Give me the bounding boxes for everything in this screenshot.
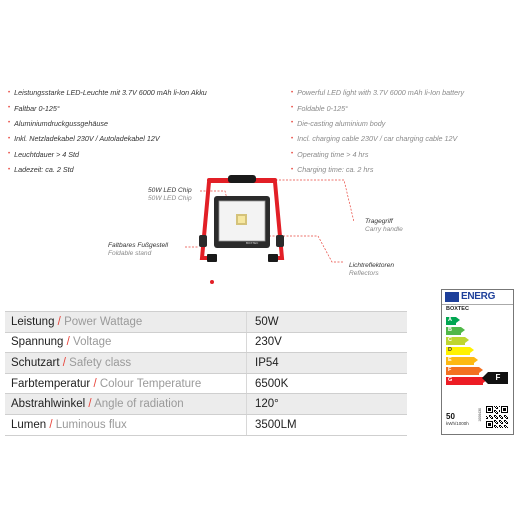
- spec-value: 3500LM: [247, 414, 408, 435]
- feature-item: • Foldable 0-125°: [291, 103, 348, 113]
- energy-class-bar: A: [446, 317, 456, 325]
- spec-row: [5, 312, 407, 333]
- feature-item: • Leistungsstarke LED-Leuchte mit 3.7V 6000 mAh li-Ion Akku: [8, 88, 207, 98]
- spec-label: Farbtemperatur / Colour Temperature: [5, 373, 247, 394]
- feature-item: • Die-casting aluminium body: [291, 118, 386, 128]
- bullet-icon: •: [8, 89, 11, 96]
- energy-label-header: [442, 290, 513, 305]
- energy-class-bar: C: [446, 337, 465, 345]
- energy-label: [441, 289, 514, 435]
- bullet-icon: •: [291, 89, 294, 96]
- feature-item: • Ladezeit: ca. 2 Std: [8, 165, 74, 175]
- feature-item: • Powerful LED light with 3.7V 6000 mAh li-Ion battery: [291, 88, 465, 98]
- bullet-icon: •: [8, 151, 11, 158]
- callout-carry-handle: Tragegriff Carry handle: [365, 218, 403, 233]
- feature-item: • Leuchtdauer > 4 Std: [8, 149, 80, 159]
- bullet-icon: •: [291, 166, 294, 173]
- feature-item: • Aluminiumdruckgussgehäuse: [8, 118, 108, 128]
- energy-class-bar: B: [446, 327, 461, 335]
- callout-reflectors: Lichtreflektoren Reflectors: [349, 262, 395, 277]
- spec-row: [5, 394, 407, 415]
- spec-label: Spannung / Voltage: [5, 332, 247, 353]
- bullet-icon: •: [291, 120, 294, 127]
- bullet-icon: •: [8, 105, 11, 112]
- energy-class-bar: D: [446, 347, 470, 355]
- spec-row: [5, 353, 407, 374]
- spec-value: 120°: [247, 394, 408, 415]
- bullet-icon: •: [8, 135, 11, 142]
- energy-label-title: ENERG: [461, 291, 496, 302]
- bullet-icon: •: [291, 135, 294, 142]
- spec-label: Abstrahlwinkel / Angle of radiation: [5, 394, 247, 415]
- feature-item: • Operating time > 4 hrs: [291, 149, 369, 159]
- feature-item: • Faltbar 0-125°: [8, 103, 60, 113]
- feature-item: • Inkl. Netzladekabel 230V / Autoladekabel 12V: [8, 134, 160, 144]
- spec-label: Lumen / Luminous flux: [5, 414, 247, 435]
- bullet-icon: •: [291, 105, 294, 112]
- spec-row: [5, 332, 407, 353]
- spec-row: [5, 373, 407, 394]
- svg-text:BOXTEC: BOXTEC: [246, 241, 259, 245]
- bullet-icon: •: [8, 166, 11, 173]
- spec-value: 6500K: [247, 373, 408, 394]
- lamp-body: [214, 196, 270, 248]
- energy-class-bar: E: [446, 357, 474, 365]
- energy-unit: kWh/1000h: [446, 421, 469, 426]
- energy-class-bar: G: [446, 377, 483, 385]
- energy-consumption: 50: [446, 412, 455, 421]
- callout-led-chip: 50W LED Chip 50W LED Chip: [148, 187, 192, 202]
- callout-foldable-stand: Faltbares Fußgestell Foldable stand: [108, 242, 169, 257]
- spec-value: IP54: [247, 353, 408, 374]
- feature-item: • Charging time: ca. 2 hrs: [291, 165, 374, 175]
- spec-label: Leistung / Power Wattage: [5, 312, 247, 333]
- energy-label-brand: BOXTEC: [446, 306, 469, 312]
- energy-class-bar: F: [446, 367, 479, 375]
- spec-value: 50W: [247, 312, 408, 333]
- bullet-icon: •: [291, 151, 294, 158]
- spec-table: [5, 311, 407, 436]
- spec-value: 230V: [247, 332, 408, 353]
- bullet-icon: •: [8, 120, 11, 127]
- feature-item: • Incl. charging cable 230V / car charging cable 12V: [291, 134, 458, 144]
- spec-label: Schutzart / Safety class: [5, 353, 247, 374]
- energy-code: 1006430: [478, 408, 482, 422]
- spec-row: [5, 414, 407, 435]
- qr-code-icon: [486, 406, 508, 428]
- energy-rating-badge: F: [488, 372, 508, 384]
- carry-handle-grip: [228, 175, 256, 183]
- eu-flag-icon: [445, 292, 459, 302]
